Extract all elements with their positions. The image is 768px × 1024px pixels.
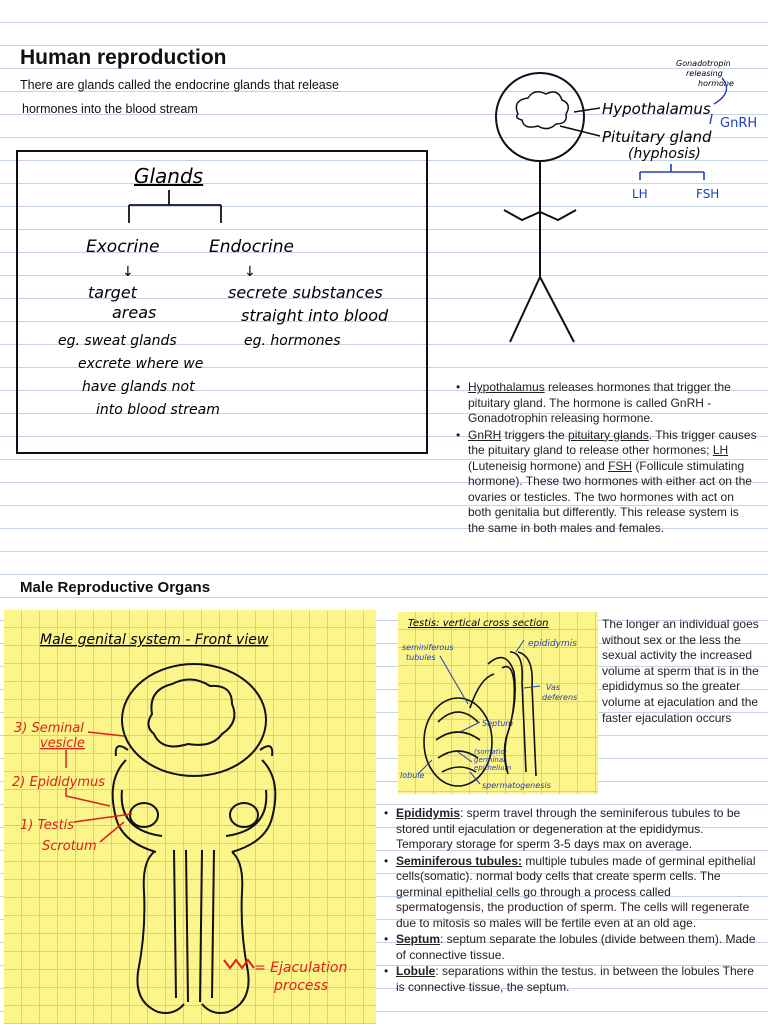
endocrine-line-1: secrete substances: [228, 283, 383, 302]
lobule-label: lobule: [400, 771, 425, 780]
gnrh-note-2: releasing: [686, 69, 723, 78]
exocrine-line-5: have glands not: [82, 379, 195, 395]
vas-label-1: Vas: [546, 683, 561, 692]
fsh-label: FSH: [696, 187, 720, 201]
list-item: • Seminiferous tubules: multiple tubules made of germinal epithelial cells(somatic). normal body cells that create sperm cells. The germinal epithelial cells go through a process called spermatogensis, the production of sperm. The cells will regenerate due to mitosis so males will be fertile even at an old age.: [384, 854, 760, 932]
germinal-label-2: germinal: [474, 756, 506, 764]
endocrine-line-2: straight into blood: [241, 306, 389, 325]
exocrine-line-2: areas: [112, 303, 157, 322]
list-item: • Lobule: separations within the testus. in between the lobules There is connective tissue, the septum.: [384, 964, 760, 995]
list-item: • Epididymis: sperm travel through the seminiferous tubules to be stored until ejaculation or degeneration at the epididymus. Temporary storage for sperm 3-5 days max on average.: [384, 806, 760, 853]
testis-label: 1) Testis: [20, 818, 75, 833]
stick-figure-diagram: [490, 52, 760, 352]
intro-line-1: There are glands called the endocrine glands that release: [20, 78, 339, 92]
scrotum-label: Scrotum: [42, 839, 97, 854]
list-item: • Septum: septum separate the lobules (divide between them). Made of connective tissue.: [384, 932, 760, 963]
gnrh-note-3: hormone: [698, 79, 734, 88]
testis-heading: Testis: vertical cross section: [408, 618, 549, 629]
male-diagram-heading: Male genital system - Front view: [40, 632, 269, 648]
glands-diagram: [16, 150, 426, 452]
epididymus-label: 2) Epididymus: [12, 775, 106, 790]
organ-bullet-list: [384, 806, 760, 996]
epididymis-label: epididymis: [528, 639, 577, 649]
gnrh-note-1: Gonadotropin: [676, 59, 731, 68]
exocrine-line-3: eg. sweat glands: [58, 333, 177, 349]
germinal-label-1: (somatic): [474, 748, 508, 756]
brain-icon: [516, 92, 568, 129]
head-outline: [496, 73, 584, 161]
legend-line-1: = Ejaculation: [254, 960, 348, 976]
vas-label-2: deferens: [542, 693, 578, 702]
list-item: • Hypothalamus releases hormones that trigger the pituitary gland. The hormone is called GnRH - Gonadotrophin releasing hormone.: [456, 380, 758, 427]
legend-line-2: process: [274, 978, 329, 994]
genital-outline: [113, 664, 276, 1013]
section-title: Male Reproductive Organs: [20, 579, 211, 596]
testis-diagram: [398, 612, 598, 794]
hyphosis-label: (hyphosis): [628, 146, 701, 162]
glands-heading: Glands: [134, 164, 204, 188]
seminiferous-label-1: seminiferous: [402, 643, 454, 652]
exocrine-line-6: into blood stream: [96, 402, 220, 418]
intro-line-2: hormones into the blood stream: [22, 102, 198, 116]
pointer-lines: [560, 108, 600, 136]
seminiferous-label-2: tubules: [406, 653, 436, 662]
spermatogenesis-label: spermatogenesis: [482, 781, 551, 790]
endocrine-label: Endocrine: [209, 237, 294, 257]
exocrine-arrow: ↓: [122, 264, 134, 280]
endocrine-line-3: eg. hormones: [244, 333, 341, 349]
endocrine-arrow: ↓: [244, 264, 256, 280]
legend-squiggle: [224, 960, 254, 968]
exocrine-line-1: target: [88, 283, 137, 302]
stick-body: [504, 161, 576, 342]
glands-tree-lines: [129, 190, 221, 223]
septum-label: Septum: [482, 719, 514, 728]
exocrine-label: Exocrine: [86, 237, 160, 257]
list-item: • GnRH triggers the pituitary glands. This trigger causes the pituitary gland to release other hormones; LH (Luteneisig hormone) and FSH (Follicule stimulating hormone). These two hormones with either act on the ovaries or testicles. The two hormones with act on both genitalia but differently. This release system is the same in both males and females.: [456, 428, 758, 537]
page-title: Human reproduction: [20, 46, 227, 69]
vesicle-label: vesicle: [40, 736, 85, 751]
pituitary-label: Pituitary gland: [602, 128, 712, 146]
hormone-bullet-list: [456, 380, 758, 537]
exocrine-line-4: excrete where we: [78, 356, 204, 372]
ejaculation-note: The longer an individual goes without sex or the less the sexual activity the increased volume at sperm that is in the epididymus so the greater volume at ejaculation and the faster ejaculation occurs: [602, 617, 759, 725]
lh-fsh-lines: [640, 164, 704, 180]
gnrh-label: GnRH: [720, 116, 758, 131]
seminal-label: 3) Seminal: [14, 721, 84, 736]
lh-label: LH: [632, 187, 648, 201]
male-genital-diagram: [4, 610, 376, 1024]
hypothalamus-label: Hypothalamus: [602, 100, 711, 118]
germinal-label-3: epithelium: [474, 764, 512, 772]
